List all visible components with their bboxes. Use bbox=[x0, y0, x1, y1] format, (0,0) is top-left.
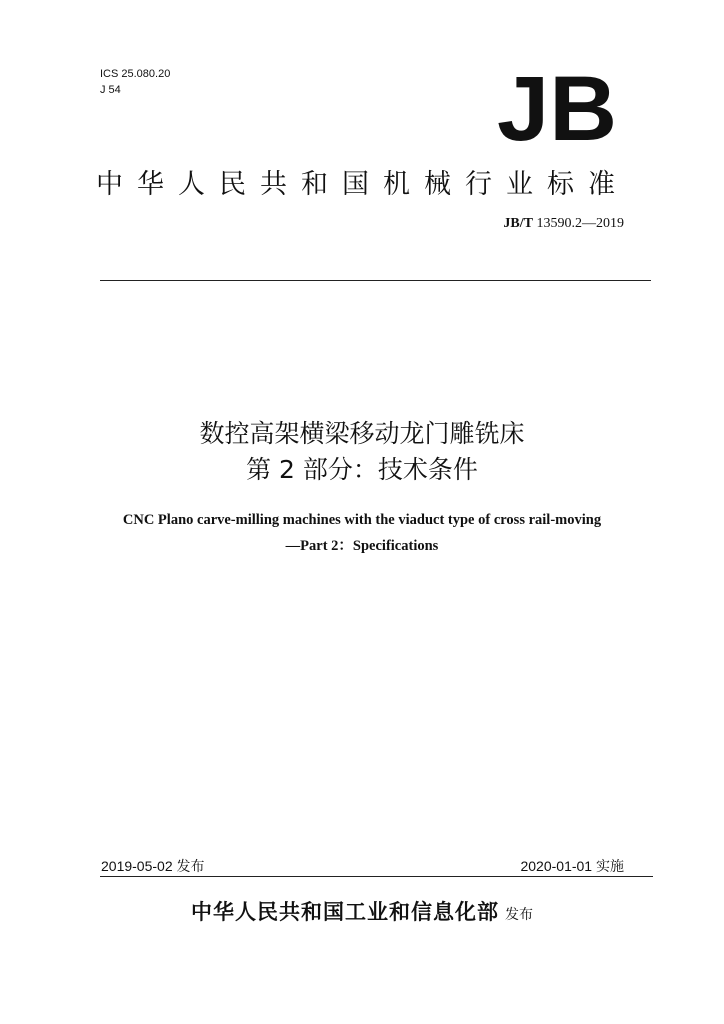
classification-codes bbox=[100, 66, 170, 98]
standard-code: 13590.2—2019 bbox=[536, 216, 624, 231]
implement-date: 2020-01-01 实施 bbox=[520, 858, 624, 874]
publisher-name: 中华人民共和国工业和信息化部 bbox=[191, 900, 499, 924]
title-zh-line2: 第 2 部分：技术条件 bbox=[246, 455, 478, 484]
title-en-line1: CNC Plano carve-milling machines with the viaduct type of cross rail-moving bbox=[122, 512, 602, 528]
title-zh-line1: 数控高架横梁移动龙门雕铣床 bbox=[199, 419, 525, 448]
org-title: 中华人民共和国机械行业标准 bbox=[96, 169, 629, 200]
publisher bbox=[0, 896, 724, 926]
standard-number bbox=[503, 216, 624, 232]
top-divider bbox=[100, 280, 651, 281]
publisher-suffix: 发布 bbox=[505, 907, 533, 923]
title-en-line2: —Part 2：Specifications bbox=[285, 538, 439, 554]
jb-logo bbox=[496, 66, 618, 146]
ics-code: ICS 25.080.20 bbox=[100, 68, 171, 80]
class-code: J 54 bbox=[100, 84, 121, 96]
bottom-divider bbox=[100, 876, 653, 877]
standard-prefix: JB/T bbox=[503, 216, 533, 231]
jb-logo-text: JB bbox=[497, 66, 617, 146]
issue-date: 2019-05-02 发布 bbox=[101, 858, 205, 874]
